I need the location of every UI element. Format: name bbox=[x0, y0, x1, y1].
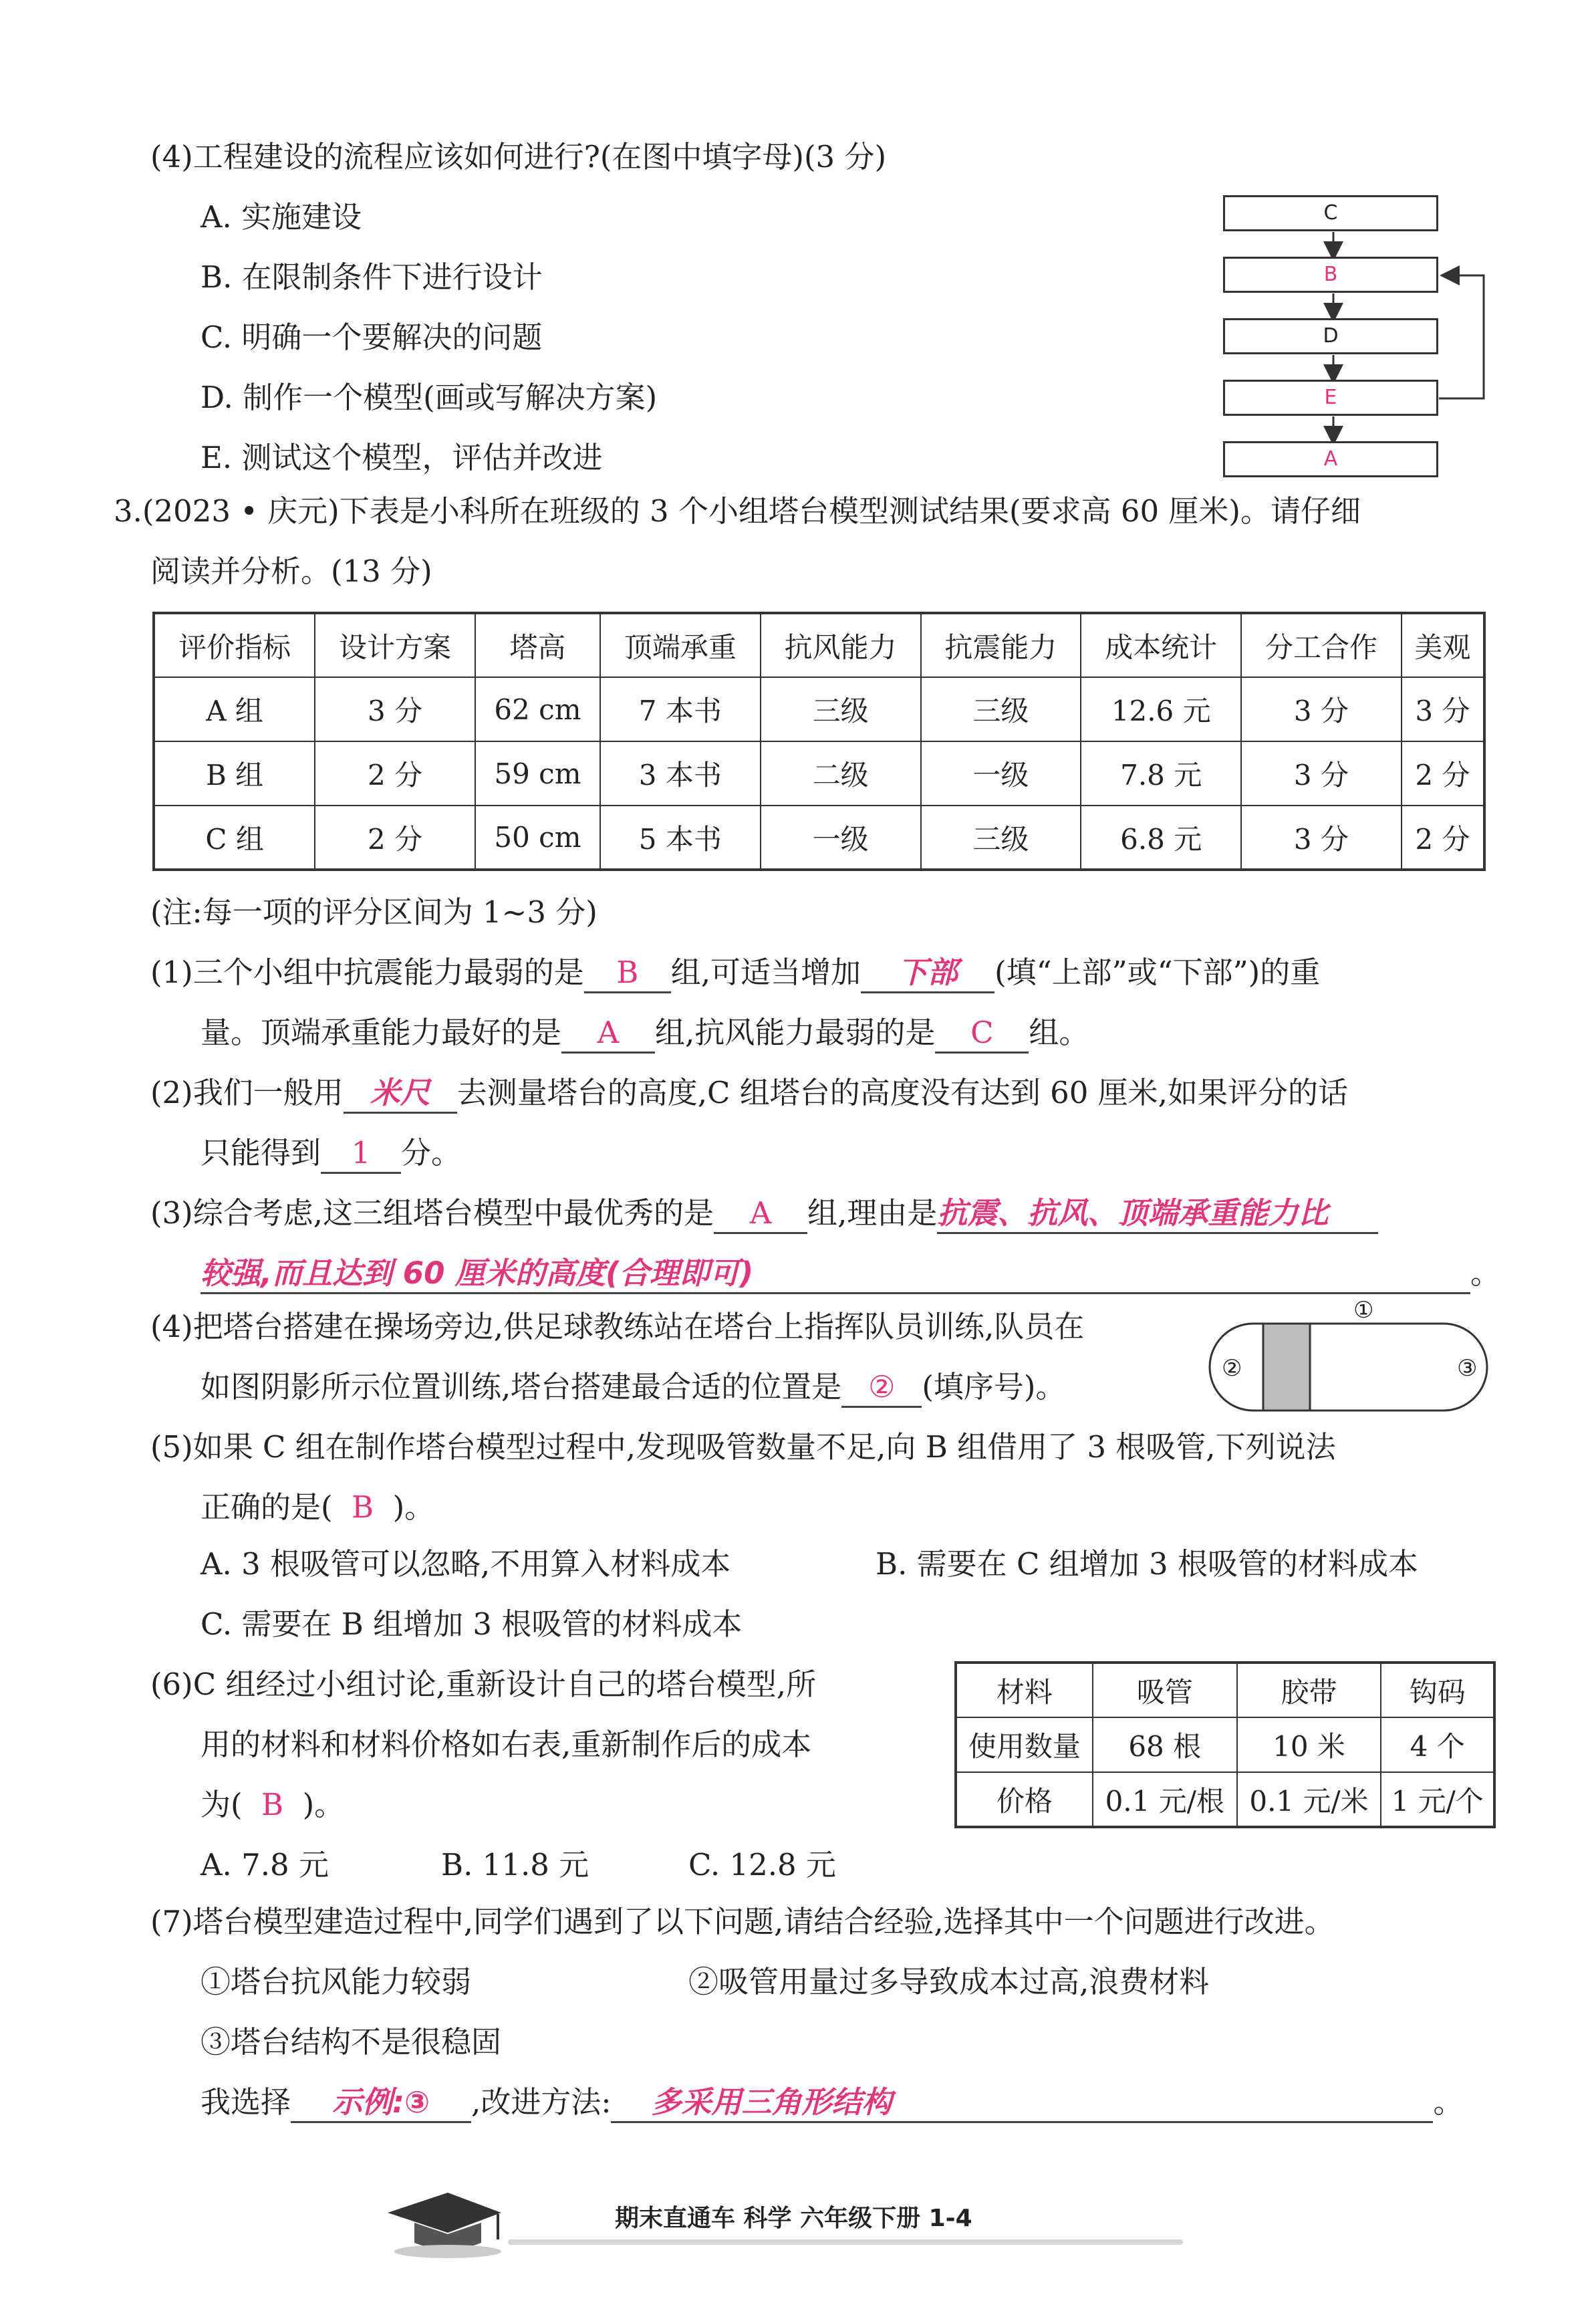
s3-end: 。 bbox=[1470, 1255, 1501, 1291]
th-1: 设计方案 bbox=[315, 613, 475, 677]
results-table bbox=[152, 612, 1486, 871]
s3-answer-1[interactable]: A bbox=[714, 1195, 807, 1234]
field-pos-3: ③ bbox=[1457, 1355, 1478, 1382]
cell: 2 分 bbox=[315, 806, 475, 870]
cell: 三级 bbox=[761, 677, 921, 741]
s5-option-b: B. 需要在 C 组增加 3 根吸管的材料成本 bbox=[876, 1546, 1418, 1582]
cell: 7 本书 bbox=[600, 677, 761, 741]
s2-answer-2[interactable]: 1 bbox=[321, 1134, 401, 1174]
s7-method-label: ,改进方法: bbox=[471, 2084, 612, 2120]
s7-problem-3: ③塔台结构不是很稳固 bbox=[201, 2024, 502, 2060]
s4-text-c: (填序号)。 bbox=[922, 1369, 1066, 1404]
s1-text-d: 量。顶端承重能力最好的是 bbox=[201, 1015, 562, 1050]
s2-text-b: 去测量塔台的高度,C 组塔台的高度没有达到 60 厘米,如果评分的话 bbox=[456, 1075, 1348, 1110]
cell: 2 分 bbox=[315, 741, 475, 806]
cell: 一级 bbox=[761, 806, 921, 870]
cell: 59 cm bbox=[475, 741, 600, 806]
q3-line1: 3.(2023 • 庆元)下表是小科所在班级的 3 个小组塔台模型测试结果(要求高 60 厘米)。请仔细 bbox=[114, 493, 1361, 529]
q3-line2: 阅读并分析。(13 分) bbox=[150, 554, 432, 589]
q4-option-d: D. 制作一个模型(画或写解决方案) bbox=[201, 380, 658, 415]
graduation-cap-icon bbox=[374, 2179, 508, 2259]
s1-text-b: 组,可适当增加 bbox=[670, 955, 861, 990]
cell: 3 分 bbox=[315, 677, 475, 741]
s4-text-b: 如图阴影所示位置训练,塔台搭建最合适的位置是 bbox=[201, 1369, 842, 1404]
s5-text-c: )。 bbox=[392, 1489, 435, 1525]
s7-choose-label: 我选择 bbox=[201, 2084, 291, 2120]
flow-box-5: A bbox=[1223, 441, 1438, 477]
s7-problem-1: ①塔台抗风能力较弱 bbox=[201, 1964, 472, 1999]
cell: 7.8 元 bbox=[1081, 741, 1241, 806]
s3-answer-2[interactable]: 抗震、抗风、顶端承重能力比 bbox=[937, 1195, 1378, 1234]
s7-answer-method[interactable]: 多采用三角形结构 bbox=[611, 2084, 1433, 2123]
q3-note: (注:每一项的评分区间为 1~3 分) bbox=[150, 894, 597, 930]
s2-line1 bbox=[150, 1073, 1348, 1114]
s6-text-d: )。 bbox=[302, 1787, 345, 1822]
th-8: 美观 bbox=[1402, 613, 1484, 677]
s2-line2 bbox=[201, 1133, 461, 1174]
s5-text-b: 正确的是( bbox=[201, 1489, 333, 1525]
s4-line2 bbox=[201, 1367, 1065, 1408]
s1-answer-2[interactable]: 下部 bbox=[861, 954, 994, 993]
cell: 使用数量 bbox=[956, 1717, 1093, 1772]
cell: 一级 bbox=[921, 741, 1081, 806]
cell: 三级 bbox=[921, 806, 1081, 870]
s1-answer-4[interactable]: C bbox=[935, 1014, 1029, 1054]
q4-option-a: A. 实施建设 bbox=[201, 199, 362, 235]
flow-box-1: C bbox=[1223, 195, 1438, 231]
cell: 3 分 bbox=[1241, 677, 1402, 741]
field-pos-1: ① bbox=[1353, 1297, 1374, 1324]
s6-line2: 用的材料和材料价格如右表,重新制作后的成本 bbox=[201, 1727, 812, 1762]
s5-option-c: C. 需要在 B 组增加 3 根吸管的材料成本 bbox=[201, 1606, 743, 1642]
field-pos-2: ② bbox=[1222, 1355, 1242, 1382]
th-7: 分工合作 bbox=[1241, 613, 1402, 677]
s1-text-a: (1)三个小组中抗震能力最弱的是 bbox=[150, 955, 584, 990]
cell: 3 分 bbox=[1241, 806, 1402, 870]
s6-option-c: C. 12.8 元 bbox=[688, 1847, 836, 1882]
cell: 3 分 bbox=[1402, 677, 1484, 741]
s6-line3 bbox=[201, 1785, 344, 1825]
flow-box-2: B bbox=[1223, 257, 1438, 293]
cell: 二级 bbox=[761, 741, 921, 806]
th-0: 评价指标 bbox=[154, 613, 315, 677]
s1-text-f: 组。 bbox=[1029, 1015, 1089, 1050]
cell: 0.1 元/根 bbox=[1093, 1772, 1237, 1827]
s3-answer-3[interactable]: 较强,而且达到 60 厘米的高度(合理即可) bbox=[201, 1255, 1470, 1294]
th-3: 顶端承重 bbox=[600, 613, 761, 677]
footer-rule bbox=[508, 2239, 1183, 2245]
s7-problem-2: ②吸管用量过多导致成本过高,浪费材料 bbox=[688, 1964, 1210, 1999]
cell: 6.8 元 bbox=[1081, 806, 1241, 870]
cell: 3 分 bbox=[1241, 741, 1402, 806]
s3-text-b: 组,理由是 bbox=[807, 1195, 938, 1231]
s1-answer-3[interactable]: A bbox=[561, 1014, 655, 1054]
s6-line1: (6)C 组经过小组讨论,重新设计自己的塔台模型,所 bbox=[150, 1667, 817, 1702]
s6-text-c: 为( bbox=[201, 1787, 243, 1822]
s7-answer-choice[interactable]: 示例:③ bbox=[291, 2084, 471, 2123]
s3-line1 bbox=[150, 1193, 1378, 1234]
q4-option-b: B. 在限制条件下进行设计 bbox=[201, 259, 543, 295]
cell: 5 本书 bbox=[600, 806, 761, 870]
s4-line1: (4)把塔台搭建在操场旁边,供足球教练站在塔台上指挥队员训练,队员在 bbox=[150, 1309, 1085, 1344]
cell: 胶带 bbox=[1237, 1663, 1381, 1717]
s1-line2 bbox=[201, 1013, 1089, 1054]
s7-line1: (7)塔台模型建造过程中,同学们遇到了以下问题,请结合经验,选择其中一个问题进行改进。 bbox=[150, 1904, 1335, 1939]
cell: 62 cm bbox=[475, 677, 600, 741]
flow-box-3: D bbox=[1223, 318, 1438, 354]
cell: 钩码 bbox=[1381, 1663, 1494, 1717]
cell: 12.6 元 bbox=[1081, 677, 1241, 741]
cell: 三级 bbox=[921, 677, 1081, 741]
flow-box-4: E bbox=[1223, 380, 1438, 416]
s5-answer[interactable]: B bbox=[352, 1489, 374, 1525]
cell: 68 根 bbox=[1093, 1717, 1237, 1772]
cell: 4 个 bbox=[1381, 1717, 1494, 1772]
cell: 2 分 bbox=[1402, 741, 1484, 806]
s1-text-c: (填“上部”或“下部”)的重 bbox=[994, 955, 1321, 990]
footer-text: 期末直通车 科学 六年级下册 1-4 bbox=[615, 2205, 972, 2232]
cell: A 组 bbox=[154, 677, 315, 741]
s6-answer[interactable]: B bbox=[261, 1787, 284, 1822]
s3-text-a: (3)综合考虑,这三组塔台模型中最优秀的是 bbox=[150, 1195, 714, 1231]
q4-option-c: C. 明确一个要解决的问题 bbox=[201, 320, 543, 355]
materials-table bbox=[954, 1661, 1496, 1828]
s2-text-c: 只能得到 bbox=[201, 1135, 321, 1171]
cell: 1 元/个 bbox=[1381, 1772, 1494, 1827]
field-diagram bbox=[1206, 1300, 1494, 1421]
s2-text-a: (2)我们一般用 bbox=[150, 1075, 344, 1110]
s1-text-e: 组,抗风能力最弱的是 bbox=[655, 1015, 936, 1050]
th-5: 抗震能力 bbox=[921, 613, 1081, 677]
s2-answer-1[interactable]: 米尺 bbox=[344, 1074, 457, 1114]
th-2: 塔高 bbox=[475, 613, 600, 677]
th-4: 抗风能力 bbox=[761, 613, 921, 677]
cell: 2 分 bbox=[1402, 806, 1484, 870]
cell: 价格 bbox=[956, 1772, 1093, 1827]
cell: 材料 bbox=[956, 1663, 1093, 1717]
q4-option-e: E. 测试这个模型，评估并改进 bbox=[201, 440, 603, 475]
cell: B 组 bbox=[154, 741, 315, 806]
s6-option-b: B. 11.8 元 bbox=[441, 1847, 589, 1882]
s6-option-a: A. 7.8 元 bbox=[201, 1847, 329, 1882]
s7-line-answer bbox=[201, 2082, 1464, 2123]
s3-line2 bbox=[201, 1253, 1500, 1294]
cell: 3 本书 bbox=[600, 741, 761, 806]
s4-answer[interactable]: ② bbox=[841, 1368, 922, 1408]
cell: 50 cm bbox=[475, 806, 600, 870]
cell: 0.1 元/米 bbox=[1237, 1772, 1381, 1827]
s2-text-d: 分。 bbox=[401, 1135, 462, 1171]
s5-line1: (5)如果 C 组在制作塔台模型过程中,发现吸管数量不足,向 B 组借用了 3 根吸管,下列说法 bbox=[150, 1429, 1336, 1465]
th-6: 成本统计 bbox=[1081, 613, 1241, 677]
q4-stem: (4)工程建设的流程应该如何进行?(在图中填字母)(3 分) bbox=[150, 139, 887, 174]
cell: 10 米 bbox=[1237, 1717, 1381, 1772]
s1-answer-1[interactable]: B bbox=[584, 954, 671, 993]
s7-end: 。 bbox=[1433, 2084, 1464, 2120]
s5-option-a: A. 3 根吸管可以忽略,不用算入材料成本 bbox=[201, 1546, 731, 1582]
s5-line2 bbox=[201, 1487, 434, 1527]
cell: C 组 bbox=[154, 806, 315, 870]
cell: 吸管 bbox=[1093, 1663, 1237, 1717]
s1-line1 bbox=[150, 953, 1320, 993]
